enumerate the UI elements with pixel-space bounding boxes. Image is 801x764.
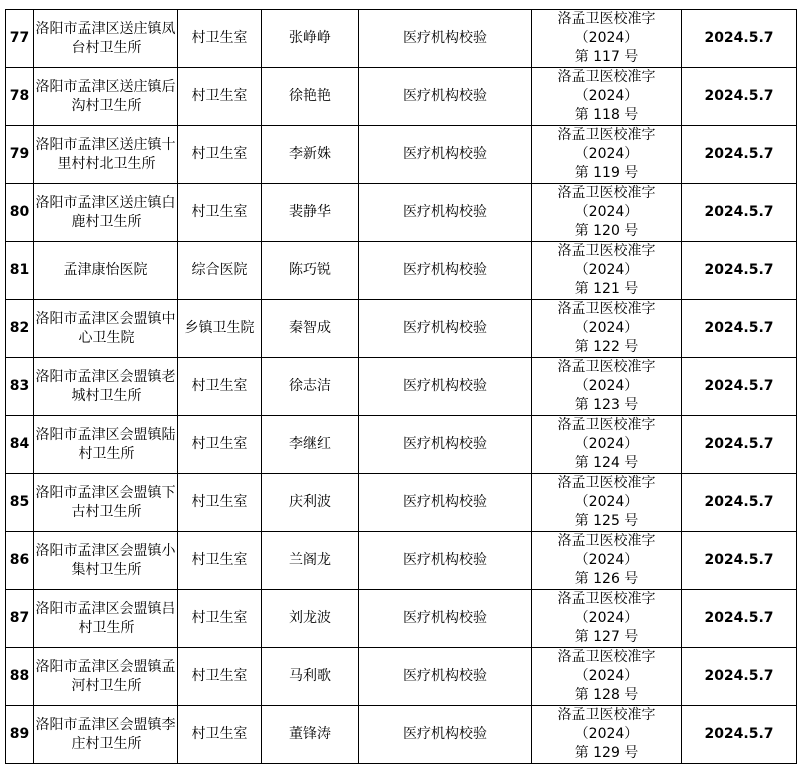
institution-name-line2: 村卫生所: [78, 619, 135, 636]
permit-number-line2: 第 121 号: [574, 281, 639, 297]
table-row: [6, 474, 797, 532]
institution-name-cell: [34, 706, 178, 764]
table-row: [6, 300, 797, 358]
legal-person-cell: 兰阁龙: [262, 532, 359, 590]
legal-person-cell: 徐艳艳: [262, 68, 359, 126]
permit-number-line2: 第 117 号: [574, 49, 639, 65]
permit-number-cell: [532, 416, 682, 474]
institution-type-cell: 村卫生室: [178, 358, 262, 416]
license-item-cell: 医疗机构校验: [359, 10, 532, 68]
institution-name-cell: [34, 126, 178, 184]
institution-type-cell: 村卫生室: [178, 10, 262, 68]
permit-number-line1: 洛孟卫医校准字（2024）: [557, 533, 656, 568]
table-row: [6, 532, 797, 590]
permit-number-cell: [532, 300, 682, 358]
legal-person-cell: 刘龙波: [262, 590, 359, 648]
institution-type-cell: 乡镇卫生院: [178, 300, 262, 358]
decision-date-cell: 2024.5.7: [682, 184, 797, 242]
permit-number-line1: 洛孟卫医校准字（2024）: [557, 243, 656, 278]
institution-name-cell: [34, 10, 178, 68]
table-row: [6, 706, 797, 764]
decision-date-cell: 2024.5.7: [682, 706, 797, 764]
license-item-cell: 医疗机构校验: [359, 416, 532, 474]
license-item-cell: 医疗机构校验: [359, 242, 532, 300]
institution-name-line2: 城村卫生所: [71, 387, 142, 404]
institution-name-line2: 台村卫生所: [71, 39, 142, 56]
permit-number-cell: [532, 68, 682, 126]
institution-name-cell: 孟津康怡医院: [34, 242, 178, 300]
permit-number-line2: 第 127 号: [574, 629, 639, 645]
row-number-cell: 80: [6, 184, 34, 242]
row-number-cell: 81: [6, 242, 34, 300]
decision-date-cell: 2024.5.7: [682, 532, 797, 590]
row-number-cell: 89: [6, 706, 34, 764]
permit-number-cell: [532, 184, 682, 242]
row-number-cell: 78: [6, 68, 34, 126]
permit-number-line2: 第 118 号: [574, 107, 639, 123]
institution-name-line1: 洛阳市孟津区送庄镇白: [35, 194, 176, 211]
institution-name-cell: [34, 68, 178, 126]
permit-number-line2: 第 125 号: [574, 513, 639, 529]
permit-number-line2: 第 129 号: [574, 745, 639, 761]
permit-number-cell: [532, 10, 682, 68]
permit-number-cell: [532, 532, 682, 590]
decision-date-cell: 2024.5.7: [682, 10, 797, 68]
institution-name-line1: 洛阳市孟津区送庄镇后: [35, 78, 176, 95]
institution-type-cell: 综合医院: [178, 242, 262, 300]
institution-type-cell: 村卫生室: [178, 590, 262, 648]
license-item-cell: 医疗机构校验: [359, 358, 532, 416]
permit-number-cell: [532, 126, 682, 184]
permit-number-line1: 洛孟卫医校准字（2024）: [557, 185, 656, 220]
license-item-cell: 医疗机构校验: [359, 184, 532, 242]
institution-type-cell: 村卫生室: [178, 532, 262, 590]
table-row: [6, 126, 797, 184]
institution-name-line2: 河村卫生所: [71, 677, 142, 694]
decision-date-cell: 2024.5.7: [682, 648, 797, 706]
table-row: [6, 242, 797, 300]
decision-date-cell: 2024.5.7: [682, 590, 797, 648]
institution-name-line2: 鹿村卫生所: [71, 213, 142, 230]
table-row: [6, 68, 797, 126]
decision-date-cell: 2024.5.7: [682, 358, 797, 416]
institution-type-cell: 村卫生室: [178, 184, 262, 242]
institution-type-cell: 村卫生室: [178, 706, 262, 764]
permit-number-line1: 洛孟卫医校准字（2024）: [557, 417, 656, 452]
row-number-cell: 83: [6, 358, 34, 416]
institution-name-line2: 村卫生所: [78, 445, 135, 462]
table-row: [6, 10, 797, 68]
license-item-cell: 医疗机构校验: [359, 706, 532, 764]
permit-number-line1: 洛孟卫医校准字（2024）: [557, 301, 656, 336]
license-item-cell: 医疗机构校验: [359, 590, 532, 648]
row-number-cell: 84: [6, 416, 34, 474]
institution-type-cell: 村卫生室: [178, 474, 262, 532]
permit-number-cell: [532, 706, 682, 764]
decision-date-cell: 2024.5.7: [682, 242, 797, 300]
permit-number-line1: 洛孟卫医校准字（2024）: [557, 127, 656, 162]
institution-name-line1: 洛阳市孟津区会盟镇中: [35, 310, 176, 327]
row-number-cell: 87: [6, 590, 34, 648]
decision-date-cell: 2024.5.7: [682, 474, 797, 532]
institution-name-cell: [34, 184, 178, 242]
legal-person-cell: 董锋涛: [262, 706, 359, 764]
registry-table: [5, 9, 797, 764]
institution-type-cell: 村卫生室: [178, 416, 262, 474]
table-body: [6, 10, 797, 764]
legal-person-cell: 徐志洁: [262, 358, 359, 416]
permit-number-cell: [532, 648, 682, 706]
decision-date-cell: 2024.5.7: [682, 126, 797, 184]
permit-number-line2: 第 124 号: [574, 455, 639, 471]
permit-number-line1: 洛孟卫医校准字（2024）: [557, 475, 656, 510]
institution-name-line2: 集村卫生所: [71, 561, 142, 578]
institution-name-cell: [34, 416, 178, 474]
license-item-cell: 医疗机构校验: [359, 300, 532, 358]
permit-number-line2: 第 120 号: [574, 223, 639, 239]
permit-number-line1: 洛孟卫医校准字（2024）: [557, 649, 656, 684]
row-number-cell: 82: [6, 300, 34, 358]
institution-name-cell: [34, 358, 178, 416]
license-item-cell: 医疗机构校验: [359, 68, 532, 126]
table-row: [6, 358, 797, 416]
permit-number-cell: [532, 242, 682, 300]
institution-name-line1: 洛阳市孟津区送庄镇凤: [35, 20, 176, 37]
permit-number-line2: 第 128 号: [574, 687, 639, 703]
permit-number-line1: 洛孟卫医校准字（2024）: [557, 69, 656, 104]
legal-person-cell: 秦智成: [262, 300, 359, 358]
row-number-cell: 79: [6, 126, 34, 184]
institution-type-cell: 村卫生室: [178, 68, 262, 126]
row-number-cell: 88: [6, 648, 34, 706]
decision-date-cell: 2024.5.7: [682, 300, 797, 358]
table-row: [6, 590, 797, 648]
permit-number-line1: 洛孟卫医校准字（2024）: [557, 707, 656, 742]
license-item-cell: 医疗机构校验: [359, 474, 532, 532]
decision-date-cell: 2024.5.7: [682, 68, 797, 126]
legal-person-cell: 张峥峥: [262, 10, 359, 68]
institution-name-line2: 沟村卫生所: [71, 97, 142, 114]
institution-name-line1: 洛阳市孟津区会盟镇吕: [35, 600, 176, 617]
institution-name-cell: [34, 474, 178, 532]
legal-person-cell: 马利歌: [262, 648, 359, 706]
legal-person-cell: 陈巧锐: [262, 242, 359, 300]
table-row: [6, 416, 797, 474]
institution-name-cell: [34, 532, 178, 590]
institution-name-line2: 心卫生院: [78, 329, 135, 346]
row-number-cell: 85: [6, 474, 34, 532]
permit-number-line2: 第 119 号: [574, 165, 639, 181]
license-item-cell: 医疗机构校验: [359, 648, 532, 706]
legal-person-cell: 庆利波: [262, 474, 359, 532]
permit-number-cell: [532, 590, 682, 648]
legal-person-cell: 裴静华: [262, 184, 359, 242]
institution-name-line1: 洛阳市孟津区送庄镇十: [35, 136, 176, 153]
institution-name-line2: 庄村卫生所: [71, 735, 142, 752]
institution-name-line1: 洛阳市孟津区会盟镇李: [35, 716, 176, 733]
permit-number-line1: 洛孟卫医校准字（2024）: [557, 359, 656, 394]
license-item-cell: 医疗机构校验: [359, 126, 532, 184]
institution-name-line1: 洛阳市孟津区会盟镇老: [35, 368, 176, 385]
license-item-cell: 医疗机构校验: [359, 532, 532, 590]
table-row: [6, 648, 797, 706]
legal-person-cell: 李继红: [262, 416, 359, 474]
institution-name-line1: 洛阳市孟津区会盟镇陆: [35, 426, 176, 443]
permit-number-line2: 第 122 号: [574, 339, 639, 355]
institution-name-cell: [34, 590, 178, 648]
permit-number-line2: 第 126 号: [574, 571, 639, 587]
decision-date-cell: 2024.5.7: [682, 416, 797, 474]
permit-number-cell: [532, 358, 682, 416]
institution-name-line1: 洛阳市孟津区会盟镇下: [35, 484, 176, 501]
institution-type-cell: 村卫生室: [178, 648, 262, 706]
institution-name-line2: 古村卫生所: [71, 503, 142, 520]
institution-name-line1: 洛阳市孟津区会盟镇孟: [35, 658, 176, 675]
institution-name-line2: 里村村北卫生所: [57, 155, 156, 172]
row-number-cell: 77: [6, 10, 34, 68]
table-row: [6, 184, 797, 242]
permit-number-line2: 第 123 号: [574, 397, 639, 413]
institution-type-cell: 村卫生室: [178, 126, 262, 184]
row-number-cell: 86: [6, 532, 34, 590]
permit-number-cell: [532, 474, 682, 532]
institution-name-line1: 洛阳市孟津区会盟镇小: [35, 542, 176, 559]
institution-name-cell: [34, 648, 178, 706]
permit-number-line1: 洛孟卫医校准字（2024）: [557, 11, 656, 46]
institution-name-cell: [34, 300, 178, 358]
permit-number-line1: 洛孟卫医校准字（2024）: [557, 591, 656, 626]
legal-person-cell: 李新姝: [262, 126, 359, 184]
